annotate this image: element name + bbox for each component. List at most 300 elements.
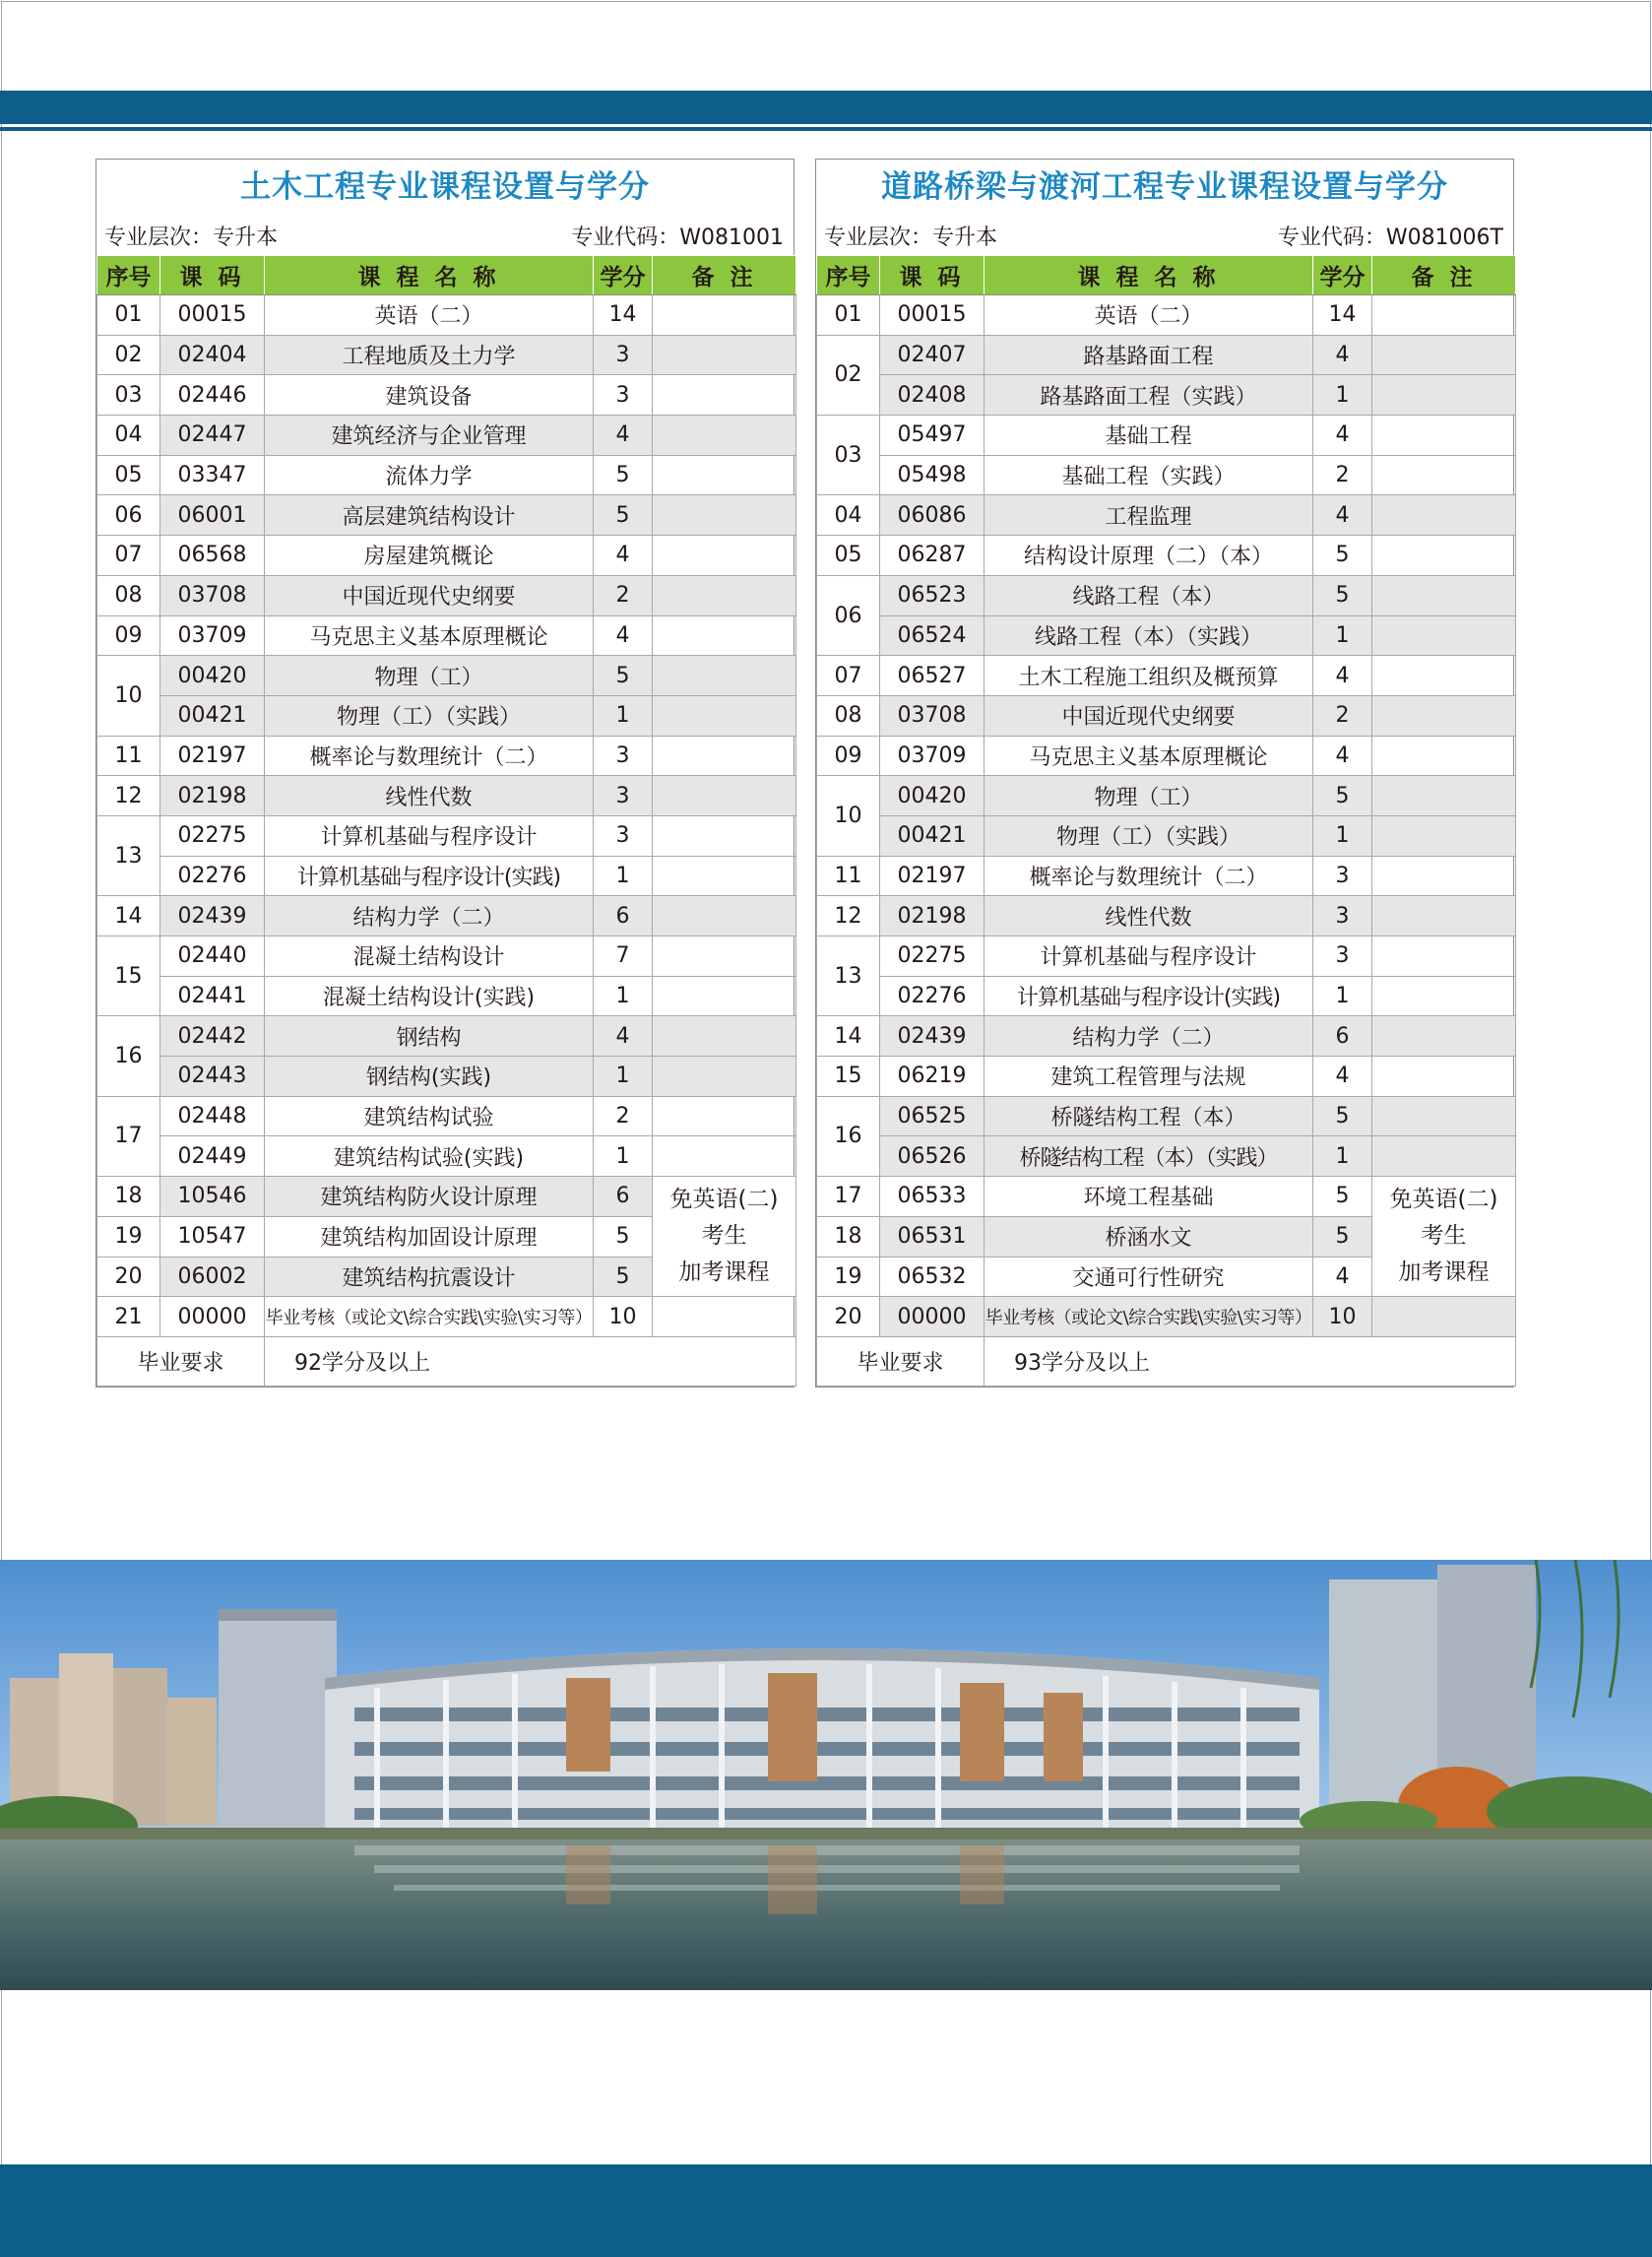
course-credit: 1 <box>1313 615 1372 656</box>
course-credit: 1 <box>1313 375 1372 416</box>
remark-cell <box>1372 536 1516 576</box>
course-credit: 4 <box>594 416 653 456</box>
course-credit: 3 <box>594 375 653 416</box>
remark-cell <box>1372 375 1516 416</box>
course-credit: 3 <box>594 736 653 776</box>
course-name: 建筑结构试验 <box>265 1096 594 1136</box>
table-row <box>97 896 796 936</box>
row-number: 05 <box>97 455 160 495</box>
course-credit: 1 <box>594 1057 653 1097</box>
course-code: 03708 <box>880 695 985 736</box>
remark-cell <box>1372 1096 1516 1136</box>
row-number: 03 <box>817 416 880 495</box>
course-code: 02447 <box>160 416 265 456</box>
header-credit: 学分 <box>594 256 653 295</box>
row-number: 07 <box>817 656 880 696</box>
requirement-label: 毕业要求 <box>817 1336 985 1386</box>
course-credit: 10 <box>594 1297 653 1337</box>
remark-line: 加考课程 <box>1398 1259 1490 1286</box>
table-row <box>817 1297 1516 1337</box>
course-credit: 2 <box>1313 455 1372 495</box>
course-code: 06086 <box>880 495 985 536</box>
course-name: 房屋建筑概论 <box>265 536 594 576</box>
course-credit: 4 <box>594 536 653 576</box>
course-code: 02198 <box>880 896 985 936</box>
course-code: 02407 <box>880 335 985 375</box>
course-credit: 4 <box>1313 656 1372 696</box>
table-header-row <box>97 256 796 295</box>
course-code: 06525 <box>880 1096 985 1136</box>
level-label: 专业层次：专升本 <box>104 225 279 250</box>
row-number: 01 <box>97 295 160 336</box>
course-credit: 1 <box>594 856 653 896</box>
remark-cell <box>653 695 796 736</box>
course-name: 高层建筑结构设计 <box>265 495 594 536</box>
remark-cell <box>653 575 796 615</box>
course-code: 00000 <box>160 1297 265 1337</box>
course-name: 交通可行性研究 <box>985 1257 1313 1297</box>
row-number: 09 <box>817 736 880 776</box>
course-credit: 5 <box>1313 1096 1372 1136</box>
course-credit: 5 <box>1313 536 1372 576</box>
table-row <box>817 615 1516 656</box>
row-number: 10 <box>817 776 880 856</box>
course-code: 03709 <box>160 615 265 656</box>
remark-cell <box>653 455 796 495</box>
graduation-requirement-row <box>97 1336 796 1386</box>
table-row <box>817 856 1516 896</box>
table-row <box>97 455 796 495</box>
table-row <box>817 416 1516 456</box>
course-code: 02439 <box>880 1016 985 1057</box>
course-name: 物理（工）（实践） <box>985 815 1313 856</box>
row-number: 16 <box>817 1096 880 1176</box>
course-name: 线性代数 <box>265 776 594 816</box>
course-credit: 1 <box>594 976 653 1016</box>
course-credit: 1 <box>594 1136 653 1177</box>
road-bridge-course-panel <box>815 159 1514 1387</box>
course-credit: 4 <box>594 615 653 656</box>
course-code: 03708 <box>160 575 265 615</box>
course-name: 桥涵水文 <box>985 1216 1313 1257</box>
course-name: 线路工程（本） <box>985 575 1313 615</box>
bottom-blue-band <box>0 2164 1652 2257</box>
course-name: 英语（二） <box>265 295 594 336</box>
row-number: 19 <box>817 1257 880 1297</box>
row-number: 03 <box>97 375 160 416</box>
course-code: 02276 <box>880 976 985 1016</box>
panel-title: 道路桥梁与渡河工程专业课程设置与学分 <box>881 169 1448 205</box>
course-credit: 5 <box>594 656 653 696</box>
remark-cell <box>1372 295 1516 336</box>
course-name: 混凝土结构设计 <box>265 936 594 977</box>
remark-cell <box>653 416 796 456</box>
course-credit: 3 <box>1313 896 1372 936</box>
course-code: 00000 <box>880 1297 985 1337</box>
table-row <box>97 295 796 336</box>
course-code: 06568 <box>160 536 265 576</box>
remark-cell <box>653 1057 796 1097</box>
course-code: 00420 <box>160 656 265 696</box>
course-name: 基础工程 <box>985 416 1313 456</box>
graduation-requirement-row <box>817 1336 1516 1386</box>
header-code: 课 码 <box>160 256 265 295</box>
course-credit: 4 <box>1313 1057 1372 1097</box>
course-code: 06219 <box>880 1057 985 1097</box>
course-credit: 1 <box>1313 976 1372 1016</box>
course-name: 中国近现代史纲要 <box>985 695 1313 736</box>
remark-cell <box>1372 335 1516 375</box>
row-number: 06 <box>817 575 880 655</box>
panel-meta <box>816 216 1513 255</box>
remark-cell <box>653 936 796 977</box>
remark-cell <box>653 736 796 776</box>
course-code: 02448 <box>160 1096 265 1136</box>
course-table-body <box>817 295 1516 1337</box>
course-credit: 4 <box>1313 335 1372 375</box>
remark-note <box>653 1177 796 1297</box>
campus-building-lake-image <box>0 1560 1652 1990</box>
header-no: 序号 <box>97 256 160 295</box>
row-number: 08 <box>97 575 160 615</box>
table-row <box>97 1177 796 1217</box>
header-note: 备 注 <box>1372 256 1516 295</box>
course-credit: 1 <box>1313 1136 1372 1177</box>
course-credit: 7 <box>594 936 653 977</box>
remark-cell <box>1372 656 1516 696</box>
row-number: 14 <box>817 1016 880 1057</box>
course-name: 桥隧结构工程（本） <box>985 1096 1313 1136</box>
course-table <box>96 255 796 1386</box>
header-note: 备 注 <box>653 256 796 295</box>
remark-cell <box>653 1136 796 1177</box>
course-credit: 5 <box>594 1216 653 1257</box>
remark-cell <box>1372 856 1516 896</box>
course-code: 06532 <box>880 1257 985 1297</box>
course-table-body <box>97 295 796 1337</box>
table-row <box>817 1136 1516 1177</box>
course-name: 钢结构(实践) <box>265 1057 594 1097</box>
course-credit: 5 <box>1313 1177 1372 1217</box>
course-name: 建筑结构防火设计原理 <box>265 1177 594 1217</box>
table-row <box>817 335 1516 375</box>
course-name: 建筑设备 <box>265 375 594 416</box>
course-name: 英语（二） <box>985 295 1313 336</box>
remark-cell <box>653 536 796 576</box>
course-code: 06524 <box>880 615 985 656</box>
table-row <box>97 736 796 776</box>
remark-line: 考生 <box>701 1223 747 1250</box>
row-number: 06 <box>97 495 160 536</box>
row-number: 19 <box>97 1216 160 1257</box>
row-number: 02 <box>97 335 160 375</box>
course-credit: 10 <box>1313 1297 1372 1337</box>
remark-cell <box>653 815 796 856</box>
course-name: 线性代数 <box>985 896 1313 936</box>
course-name: 建筑结构加固设计原理 <box>265 1216 594 1257</box>
course-credit: 3 <box>594 815 653 856</box>
course-name: 线路工程（本）（实践） <box>985 615 1313 656</box>
remark-cell <box>653 375 796 416</box>
course-name: 结构力学（二） <box>985 1016 1313 1057</box>
row-number: 14 <box>97 896 160 936</box>
row-number: 08 <box>817 695 880 736</box>
table-row <box>97 1297 796 1337</box>
course-code: 02197 <box>880 856 985 896</box>
course-code: 02197 <box>160 736 265 776</box>
table-row <box>97 776 796 816</box>
course-name: 建筑结构试验(实践) <box>265 1136 594 1177</box>
table-row <box>97 375 796 416</box>
course-name: 结构力学（二） <box>265 896 594 936</box>
course-name: 中国近现代史纲要 <box>265 575 594 615</box>
row-number: 21 <box>97 1297 160 1337</box>
course-code: 02442 <box>160 1016 265 1057</box>
remark-line: 考生 <box>1421 1223 1467 1250</box>
panel-meta <box>96 216 794 255</box>
header-code: 课 码 <box>880 256 985 295</box>
table-row <box>817 936 1516 977</box>
panel-title: 土木工程专业课程设置与学分 <box>240 169 650 205</box>
table-row <box>817 656 1516 696</box>
table-row <box>817 1057 1516 1097</box>
course-name: 毕业考核（或论文\综合实践\实验\实习等） <box>985 1297 1313 1337</box>
remark-cell <box>1372 695 1516 736</box>
table-row <box>97 615 796 656</box>
requirement-value: 92学分及以上 <box>265 1336 796 1386</box>
course-code: 02443 <box>160 1057 265 1097</box>
course-code: 06001 <box>160 495 265 536</box>
header-name: 课 程 名 称 <box>265 256 594 295</box>
course-code: 02404 <box>160 335 265 375</box>
top-blue-band <box>0 91 1652 124</box>
table-row <box>817 896 1516 936</box>
table-row <box>817 1016 1516 1057</box>
course-code: 10546 <box>160 1177 265 1217</box>
header-no: 序号 <box>817 256 880 295</box>
row-number: 04 <box>97 416 160 456</box>
row-number: 13 <box>817 936 880 1016</box>
course-name: 毕业考核（或论文\综合实践\实验\实习等） <box>265 1297 594 1337</box>
course-credit: 4 <box>1313 1257 1372 1297</box>
course-credit: 6 <box>1313 1016 1372 1057</box>
row-number: 16 <box>97 1016 160 1096</box>
table-row <box>817 575 1516 615</box>
remark-cell <box>1372 455 1516 495</box>
remark-note <box>1372 1177 1516 1297</box>
course-name: 建筑经济与企业管理 <box>265 416 594 456</box>
course-code: 02198 <box>160 776 265 816</box>
course-code: 06527 <box>880 656 985 696</box>
row-number: 09 <box>97 615 160 656</box>
course-credit: 2 <box>594 575 653 615</box>
course-credit: 5 <box>1313 1216 1372 1257</box>
course-code: 02439 <box>160 896 265 936</box>
course-code: 06523 <box>880 575 985 615</box>
row-number: 01 <box>817 295 880 336</box>
table-row <box>97 1057 796 1097</box>
course-code: 03709 <box>880 736 985 776</box>
course-code: 06526 <box>880 1136 985 1177</box>
course-credit: 2 <box>1313 695 1372 736</box>
row-number: 12 <box>97 776 160 816</box>
remark-cell <box>653 656 796 696</box>
remark-cell <box>1372 495 1516 536</box>
course-name: 建筑结构抗震设计 <box>265 1257 594 1297</box>
table-row <box>97 936 796 977</box>
course-code: 06533 <box>880 1177 985 1217</box>
remark-cell <box>1372 615 1516 656</box>
level-label: 专业层次：专升本 <box>824 225 998 250</box>
table-row <box>97 575 796 615</box>
table-row <box>97 856 796 896</box>
table-row <box>97 536 796 576</box>
course-name: 马克思主义基本原理概论 <box>265 615 594 656</box>
table-row <box>97 1016 796 1057</box>
remark-cell <box>1372 896 1516 936</box>
row-number: 05 <box>817 536 880 576</box>
course-name: 工程监理 <box>985 495 1313 536</box>
remark-cell <box>653 335 796 375</box>
row-number: 13 <box>97 815 160 895</box>
course-code: 02275 <box>880 936 985 977</box>
table-row <box>817 495 1516 536</box>
remark-cell <box>653 1297 796 1337</box>
course-credit: 3 <box>594 335 653 375</box>
campus-photo <box>0 1560 1652 1990</box>
row-number: 11 <box>817 856 880 896</box>
table-row <box>817 1177 1516 1217</box>
course-credit: 14 <box>594 295 653 336</box>
remark-line: 加考课程 <box>678 1259 770 1286</box>
remark-line: 免英语(二) <box>1389 1187 1498 1213</box>
remark-cell <box>1372 936 1516 977</box>
remark-cell <box>653 976 796 1016</box>
row-number: 20 <box>97 1257 160 1297</box>
course-code: 00421 <box>880 815 985 856</box>
course-credit: 3 <box>594 776 653 816</box>
course-name: 概率论与数理统计（二） <box>265 736 594 776</box>
table-row <box>97 656 796 696</box>
course-name: 概率论与数理统计（二） <box>985 856 1313 896</box>
course-name: 钢结构 <box>265 1016 594 1057</box>
course-credit: 6 <box>594 896 653 936</box>
remark-cell <box>653 1016 796 1057</box>
table-row <box>817 776 1516 816</box>
row-number: 18 <box>97 1177 160 1217</box>
course-code: 02275 <box>160 815 265 856</box>
course-code: 05497 <box>880 416 985 456</box>
course-code: 06531 <box>880 1216 985 1257</box>
course-name: 路基路面工程（实践） <box>985 375 1313 416</box>
course-code: 05498 <box>880 455 985 495</box>
remark-cell <box>1372 776 1516 816</box>
remark-cell <box>653 615 796 656</box>
remark-cell <box>653 896 796 936</box>
course-credit: 4 <box>594 1016 653 1057</box>
row-number: 04 <box>817 495 880 536</box>
course-credit: 5 <box>594 455 653 495</box>
course-name: 流体力学 <box>265 455 594 495</box>
major-code-label: 专业代码：W081001 <box>571 225 784 250</box>
course-code: 06002 <box>160 1257 265 1297</box>
course-name: 物理（工） <box>265 656 594 696</box>
course-code: 02449 <box>160 1136 265 1177</box>
row-number: 17 <box>97 1096 160 1176</box>
table-row <box>97 335 796 375</box>
course-credit: 4 <box>1313 416 1372 456</box>
course-code: 00420 <box>880 776 985 816</box>
header-credit: 学分 <box>1313 256 1372 295</box>
course-name: 结构设计原理（二）（本） <box>985 536 1313 576</box>
row-number: 18 <box>817 1216 880 1257</box>
header-name: 课 程 名 称 <box>985 256 1313 295</box>
table-row <box>97 495 796 536</box>
course-credit: 1 <box>594 695 653 736</box>
course-name: 路基路面工程 <box>985 335 1313 375</box>
remark-cell <box>653 1096 796 1136</box>
row-number: 07 <box>97 536 160 576</box>
course-credit: 5 <box>1313 575 1372 615</box>
course-name: 计算机基础与程序设计(实践) <box>265 856 594 896</box>
course-name: 马克思主义基本原理概论 <box>985 736 1313 776</box>
table-row <box>817 375 1516 416</box>
course-credit: 6 <box>594 1177 653 1217</box>
remark-cell <box>1372 1016 1516 1057</box>
civil-engineering-course-panel <box>95 159 794 1387</box>
course-name: 工程地质及土力学 <box>265 335 594 375</box>
course-name: 物理（工） <box>985 776 1313 816</box>
table-header-row <box>817 256 1516 295</box>
course-name: 环境工程基础 <box>985 1177 1313 1217</box>
course-credit: 5 <box>1313 776 1372 816</box>
table-row <box>97 1136 796 1177</box>
course-code: 02408 <box>880 375 985 416</box>
course-name: 计算机基础与程序设计 <box>265 815 594 856</box>
course-table <box>816 255 1516 1386</box>
course-code: 02440 <box>160 936 265 977</box>
remark-cell <box>1372 1297 1516 1337</box>
table-row <box>97 695 796 736</box>
remark-cell <box>1372 976 1516 1016</box>
course-name: 土木工程施工组织及概预算 <box>985 656 1313 696</box>
table-row <box>97 815 796 856</box>
course-code: 03347 <box>160 455 265 495</box>
course-credit: 1 <box>1313 815 1372 856</box>
course-code: 02441 <box>160 976 265 1016</box>
remark-line: 免英语(二) <box>669 1187 779 1213</box>
row-number: 12 <box>817 896 880 936</box>
remark-cell <box>1372 575 1516 615</box>
row-number: 11 <box>97 736 160 776</box>
course-credit: 14 <box>1313 295 1372 336</box>
course-credit: 4 <box>1313 736 1372 776</box>
course-code: 02276 <box>160 856 265 896</box>
remark-cell <box>1372 736 1516 776</box>
course-credit: 4 <box>1313 495 1372 536</box>
row-number: 15 <box>97 936 160 1016</box>
remark-cell <box>1372 416 1516 456</box>
top-blue-line <box>0 127 1652 131</box>
table-row <box>97 1096 796 1136</box>
remark-cell <box>653 295 796 336</box>
course-code: 06287 <box>880 536 985 576</box>
course-credit: 5 <box>594 1257 653 1297</box>
remark-cell <box>653 495 796 536</box>
course-code: 02446 <box>160 375 265 416</box>
table-row <box>97 416 796 456</box>
remark-cell <box>653 776 796 816</box>
